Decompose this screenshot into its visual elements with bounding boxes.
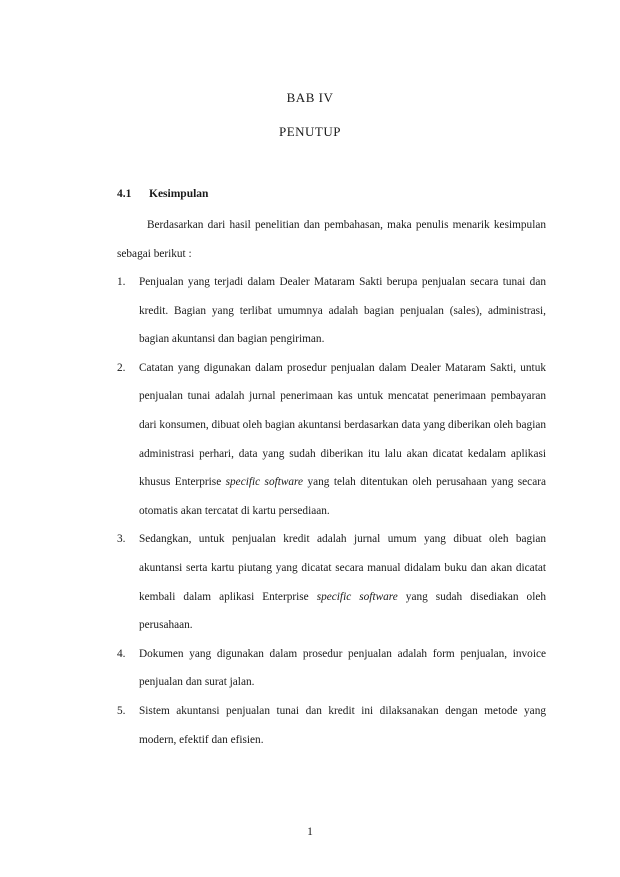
list-marker: 5. bbox=[117, 704, 126, 717]
list-item-text: Sistem akuntansi penjualan tunai dan kredit ini dilaksanakan dengan metode yang modern, efektif dan efisien. bbox=[139, 704, 546, 746]
list-marker: 2. bbox=[117, 361, 126, 374]
list-marker: 3. bbox=[117, 533, 126, 546]
conclusion-list bbox=[117, 268, 546, 754]
list-marker: 4. bbox=[117, 647, 126, 660]
list-item-text: Sedangkan, untuk penjualan kredit adalah jurnal umum yang dibuat oleh bagian akuntansi serta kartu piutang yang dicatat secara manual didalam buku dan akan dicatat kembali dalam aplikasi Enterprise specific software yang sudah disediakan oleh perusahaan. bbox=[139, 533, 546, 632]
list-marker: 1. bbox=[117, 276, 126, 288]
page-number: 1 bbox=[307, 826, 313, 838]
list-item bbox=[117, 268, 546, 354]
chapter-number: BAB IV bbox=[286, 90, 334, 105]
list-item bbox=[117, 354, 546, 526]
intro-paragraph: Berdasarkan dari hasil penelitian dan pembahasan, maka penulis menarik kesimpulan sebagai berikut : bbox=[117, 219, 546, 260]
section-heading bbox=[117, 188, 208, 200]
list-item bbox=[117, 697, 546, 754]
list-item-text: Dokumen yang digunakan dalam prosedur penjualan adalah form penjualan, invoice penjualan dan surat jalan. bbox=[139, 647, 546, 689]
list-item bbox=[117, 640, 546, 697]
list-item bbox=[117, 525, 546, 639]
section-number: 4.1 bbox=[117, 188, 132, 200]
section-title: Kesimpulan bbox=[149, 188, 209, 200]
list-item-text: Catatan yang digunakan dalam prosedur penjualan dalam Dealer Mataram Sakti, untuk penjualan tunai adalah jurnal penerimaan kas untuk mencatat penerimaan pembayaran dari konsumen, dibuat oleh bagian akuntansi berdasarkan data yang diberikan oleh bagian administrasi perhari, data yang sudah diberikan itu lalu akan dicatat kedalam aplikasi khusus Enterprise specific software yang telah ditentukan oleh perusahaan yang secara otomatis akan tercatat di kartu persediaan. bbox=[139, 361, 546, 517]
chapter-title: PENUTUP bbox=[278, 124, 341, 139]
list-item-text: Penjualan yang terjadi dalam Dealer Mataram Sakti berupa penjualan secara tunai dan kredit. Bagian yang terlibat umumnya adalah bagian penjualan (sales), administrasi, bagian akuntansi dan bagian pengiriman. bbox=[139, 276, 546, 346]
